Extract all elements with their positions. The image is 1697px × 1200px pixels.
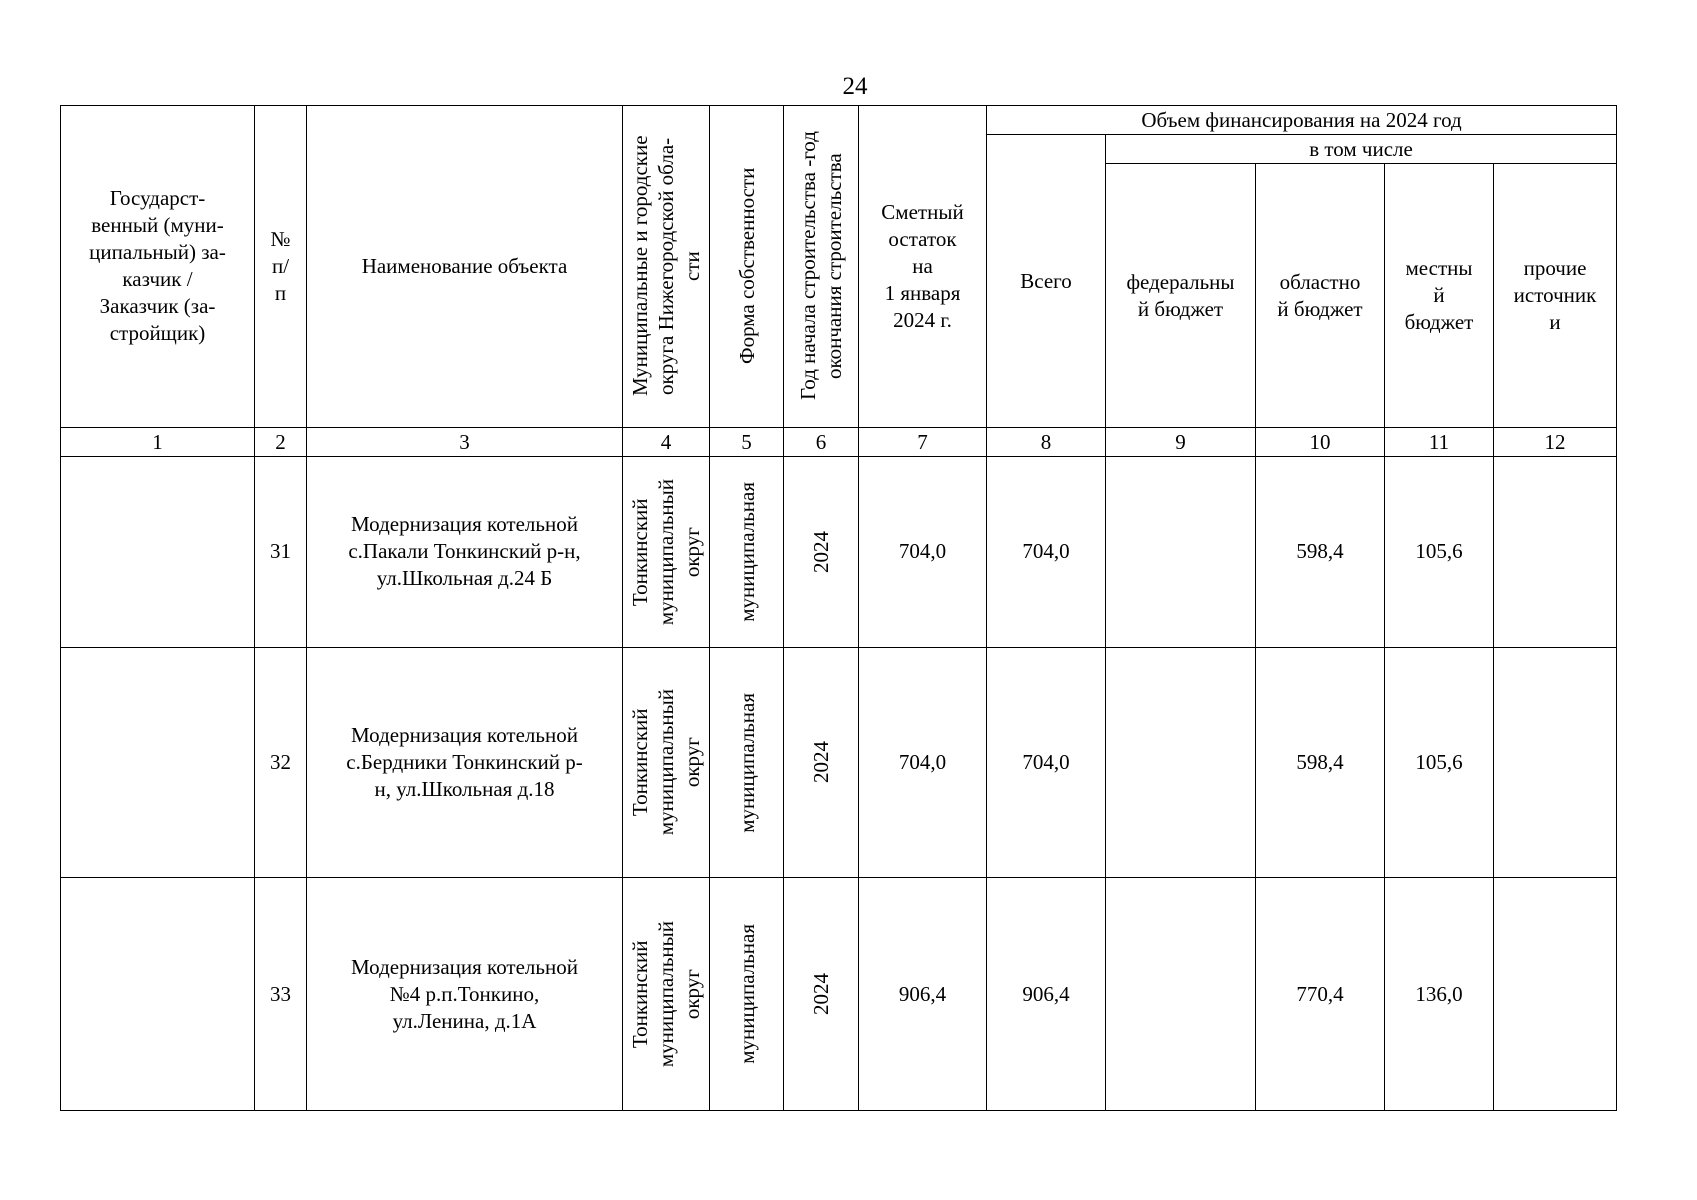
cell-ownership-text: муниципальная [734, 924, 759, 1065]
cell-year-text: 2024 [809, 741, 833, 784]
cell-ownership-text: муниципальная [734, 692, 759, 833]
column-number: 10 [1256, 427, 1385, 456]
cell-num: 33 [255, 878, 307, 1111]
cell-ownership [710, 647, 784, 878]
cell-year [784, 457, 859, 648]
cell-object-name: Модернизация котельной №4 р.п.Тонкино, ул.Ленина, д.1А [307, 878, 623, 1111]
cell-local: 105,6 [1385, 457, 1494, 648]
column-number: 11 [1385, 427, 1494, 456]
column-number: 2 [255, 427, 307, 456]
header-municipality-text: Муниципальные и городские округа Нижегородской обла- сти [628, 136, 704, 397]
cell-municipality [623, 457, 710, 648]
header-federal: федеральны й бюджет [1106, 164, 1256, 428]
header-num: № п/ п [255, 106, 307, 428]
cell-year [784, 647, 859, 878]
cell-num: 31 [255, 457, 307, 648]
cell-federal [1106, 878, 1256, 1111]
column-number: 6 [784, 427, 859, 456]
cell-municipality-text: Тонкинский муниципальный округ [628, 689, 704, 836]
cell-ownership [710, 457, 784, 648]
cell-estimate: 704,0 [859, 647, 987, 878]
cell-other [1494, 878, 1617, 1111]
header-total: Всего [987, 135, 1106, 428]
cell-total: 906,4 [987, 878, 1106, 1111]
cell-customer [61, 878, 255, 1111]
cell-estimate: 704,0 [859, 457, 987, 648]
cell-other [1494, 457, 1617, 648]
cell-federal [1106, 457, 1256, 648]
column-number: 5 [710, 427, 784, 456]
header-funding: Объем финансирования на 2024 год [987, 106, 1617, 135]
cell-total: 704,0 [987, 457, 1106, 648]
header-customer: Государст- венный (муни- ципальный) за- казчик / Заказчик (за- стройщик) [61, 106, 255, 428]
header-years [784, 106, 859, 428]
column-number: 12 [1494, 427, 1617, 456]
column-number: 8 [987, 427, 1106, 456]
cell-regional: 598,4 [1256, 457, 1385, 648]
header-ownership [710, 106, 784, 428]
cell-year-text: 2024 [809, 530, 833, 573]
header-object-name: Наименование объекта [307, 106, 623, 428]
column-number: 9 [1106, 427, 1256, 456]
column-number-row [61, 427, 1617, 456]
cell-local: 136,0 [1385, 878, 1494, 1111]
cell-object-name: Модернизация котельной с.Бердники Тонкинский р- н, ул.Школьная д.18 [307, 647, 623, 878]
financing-table [60, 105, 1617, 1111]
cell-regional: 770,4 [1256, 878, 1385, 1111]
cell-total: 704,0 [987, 647, 1106, 878]
cell-other [1494, 647, 1617, 878]
cell-num: 32 [255, 647, 307, 878]
header-other: прочие источник и [1494, 164, 1617, 428]
cell-year-text: 2024 [809, 973, 833, 1016]
cell-local: 105,6 [1385, 647, 1494, 878]
column-number: 3 [307, 427, 623, 456]
column-number: 1 [61, 427, 255, 456]
cell-municipality [623, 647, 710, 878]
cell-municipality-text: Тонкинский муниципальный округ [628, 921, 704, 1068]
header-including: в том числе [1106, 135, 1617, 164]
cell-regional: 598,4 [1256, 647, 1385, 878]
header-municipality [623, 106, 710, 428]
cell-federal [1106, 647, 1256, 878]
column-number: 4 [623, 427, 710, 456]
header-regional: областно й бюджет [1256, 164, 1385, 428]
header-ownership-text: Форма собственности [734, 168, 759, 365]
cell-estimate: 906,4 [859, 878, 987, 1111]
cell-customer [61, 457, 255, 648]
cell-object-name: Модернизация котельной с.Пакали Тонкинский р-н, ул.Школьная д.24 Б [307, 457, 623, 648]
cell-year [784, 878, 859, 1111]
table-row [61, 878, 1617, 1111]
cell-customer [61, 647, 255, 878]
header-row-1 [61, 106, 1617, 135]
cell-municipality [623, 878, 710, 1111]
table-row [61, 647, 1617, 878]
header-years-text: Год начала строительства -год окончания строительства [796, 132, 846, 401]
column-number: 7 [859, 427, 987, 456]
cell-municipality-text: Тонкинский муниципальный округ [628, 478, 704, 625]
cell-ownership [710, 878, 784, 1111]
cell-ownership-text: муниципальная [734, 481, 759, 622]
header-local: местны й бюджет [1385, 164, 1494, 428]
header-estimate: Сметный остаток на 1 января 2024 г. [859, 106, 987, 428]
table-row [61, 457, 1617, 648]
page-number: 24 [842, 73, 868, 100]
